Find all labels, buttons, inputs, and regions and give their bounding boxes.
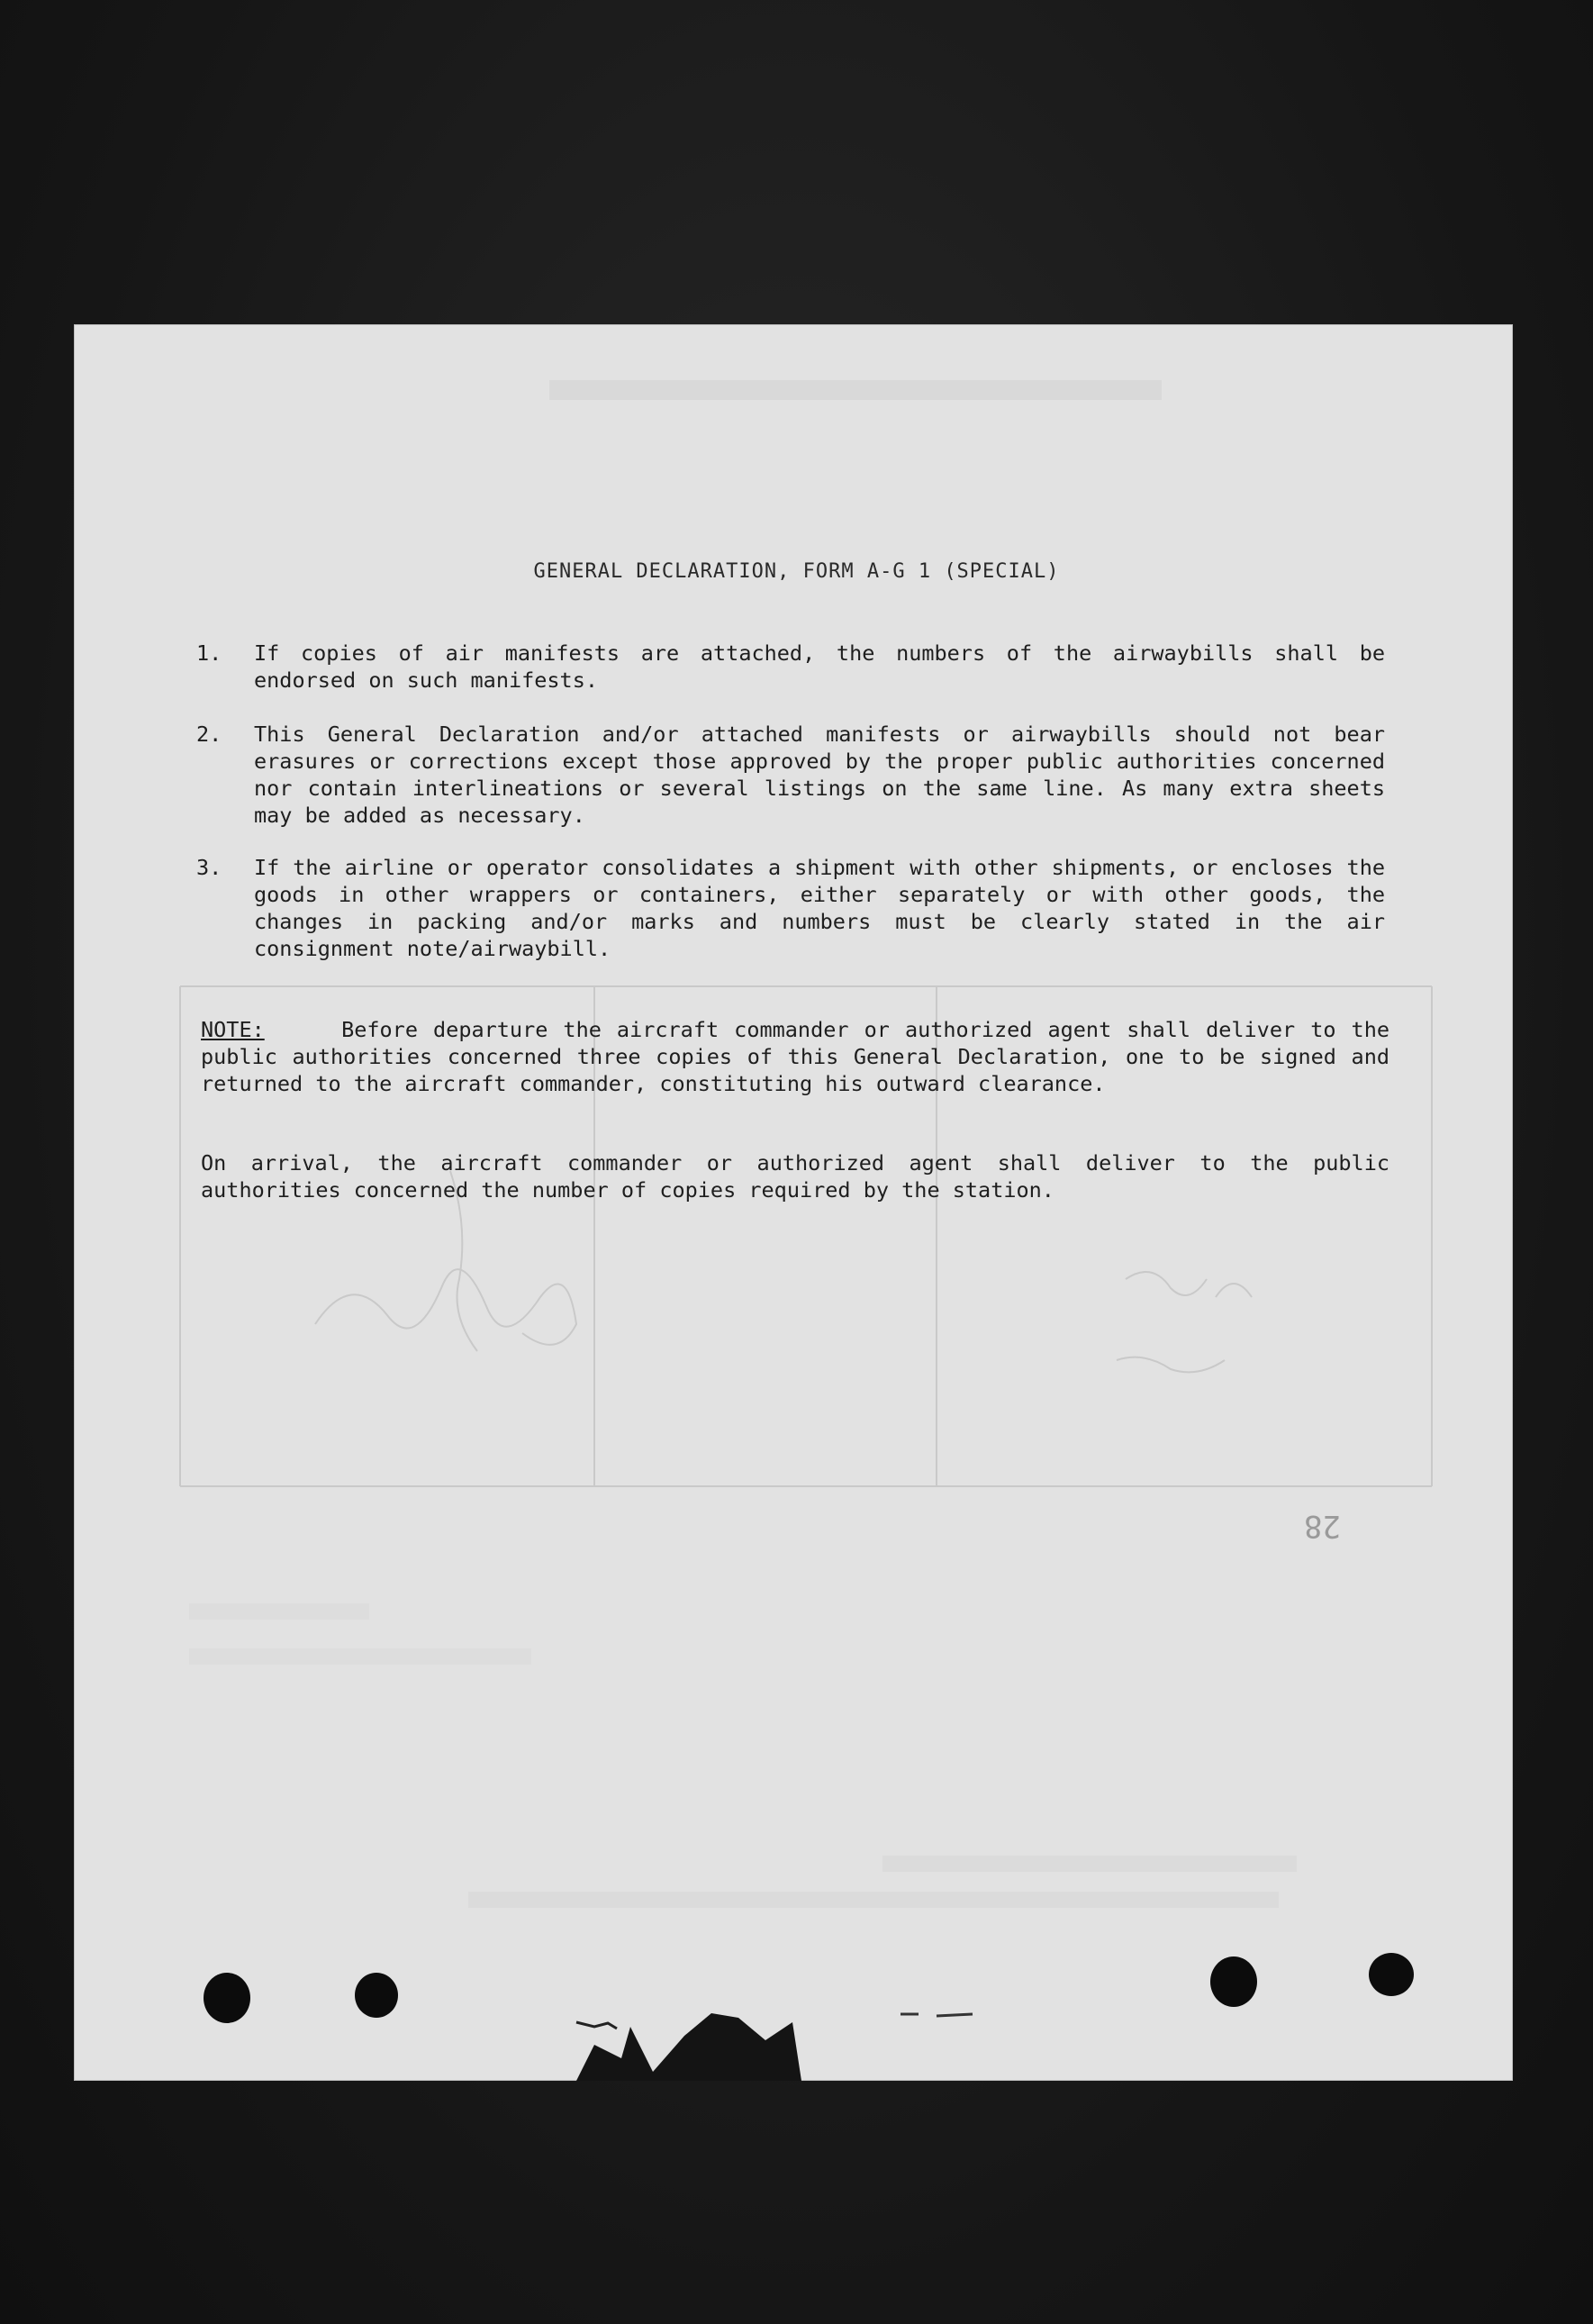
item-text: If the airline or operator consolidates a shipment with other shipments, or encloses the goods in other wrappers or containers, either separately or with other goods, the changes in packing and/or marks and numbers must be clearly stated in the air consignment note/airwaybill. bbox=[254, 855, 1385, 961]
page-number: 28 bbox=[1304, 1508, 1341, 1544]
note-text: Before departure the aircraft commander or authorized agent shall deliver to the public authorities concerned three copies of this General Declaration, one to be signed and returned to the aircraft commander, constituting his outward clearance. bbox=[201, 1017, 1389, 1096]
item-number: 1. bbox=[196, 640, 222, 666]
item-text: If copies of air manifests are attached, the numbers of the airwaybills shall be endorsed on such manifests. bbox=[254, 640, 1385, 693]
item-text: This General Declaration and/or attached manifests or airwaybills should not bear erasures or corrections except those approved by the proper public authorities concerned nor contain interlineations or several listings on the same line. As many extra sheets may be added as necessary. bbox=[254, 722, 1385, 828]
note-label: NOTE: bbox=[201, 1017, 265, 1042]
document-title: GENERAL DECLARATION, FORM A-G 1 (SPECIAL) bbox=[533, 560, 1060, 583]
item-number: 2. bbox=[196, 722, 222, 747]
arrival-paragraph: On arrival, the aircraft commander or authorized agent shall deliver to the public authorities concerned the number of copies required by the station. bbox=[201, 1150, 1389, 1203]
item-number: 3. bbox=[196, 855, 222, 880]
